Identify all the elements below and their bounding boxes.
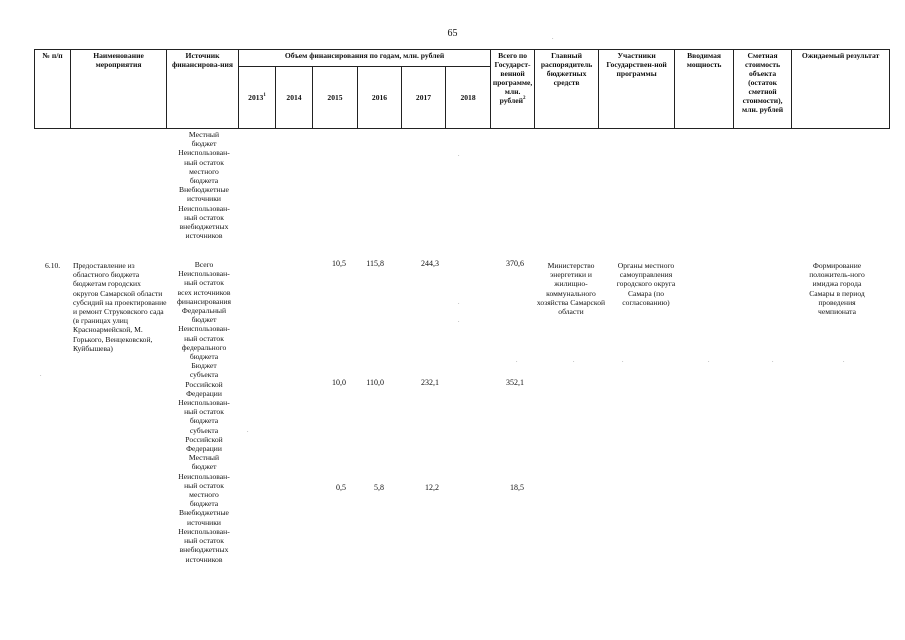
source-line: местного [189,490,219,500]
header-total: Всего по Государст-венной программе, млн. рублей$^2$ [491,50,535,129]
source-line: источники [187,194,221,204]
source-line: Федерации [186,388,222,398]
source-line: ный остаток [184,157,224,167]
source-line: финансирования [177,296,231,306]
page-number: 65 [447,28,458,39]
source-line: источники [187,517,221,527]
total-2015: 10,5 [332,259,346,268]
scan-dot: . [40,372,42,378]
regional-2015: 10,0 [332,378,346,387]
header-participants: Участники Государствен-ной программы [599,50,675,129]
header-name: Наименование мероприятия [71,50,167,129]
source-line: Федерации [186,444,222,454]
regional-2016: 110,0 [366,378,384,387]
source-line: Неиспользован- [178,398,230,408]
source-line: бюджета [189,176,219,186]
source-line: Бюджет [191,361,217,371]
source-line: Российской [185,379,223,389]
source-line: бюджета [189,352,219,362]
header-result: Ожидаемый результат [792,50,890,129]
source-line: источников [185,554,223,564]
regional-2017: 232,1 [421,378,439,387]
row-sources-list [168,260,240,564]
source-line: ный остаток [184,212,224,222]
local-2017: 12,2 [425,483,439,492]
source-line: местного [189,166,219,176]
scan-dot: . [458,300,460,306]
source-line: субъекта [189,370,219,380]
row-manager: Министерство энергетики и жилищно-коммунального хозяйства Самарской области [536,261,606,317]
source-line: внебюджетных [179,545,229,555]
scan-dot: . [843,358,845,364]
row-participants: Органы местного самоуправления городского округа Самара (по согласованию) [616,261,676,307]
top-sources-list [168,130,240,240]
header-num: № п/п [35,50,71,129]
source-line: внебюджетных [179,222,229,232]
header-year-2016: 2016 [358,67,402,129]
source-line: бюджет [191,462,217,472]
header-year-2018: 2018 [446,67,491,129]
scan-dot: . [458,318,460,324]
source-line: бюджет [191,139,217,149]
table-header [34,49,890,129]
header-capacity: Вводимая мощность [675,50,734,129]
regional-total: 352,1 [506,378,524,387]
source-line: Российской [185,434,223,444]
source-line: источников [185,231,223,241]
source-line: ный остаток [184,480,224,490]
total-2016: 115,8 [366,259,384,268]
source-line: бюджет [191,315,217,325]
scan-dot: . [458,152,460,158]
source-line: Внебюджетные [179,185,229,195]
scan-dot: . [708,358,710,364]
source-line: Неиспользован- [178,324,230,334]
local-2015: 0,5 [336,483,346,492]
source-line: ный остаток [184,407,224,417]
source-line: бюджета [189,499,219,509]
source-line: бюджета [189,416,219,426]
row-result: Формирование положитель-ного имиджа города Самары в период проведения чемпионата [809,261,865,317]
source-line: субъекта [189,425,219,435]
source-line: Всего [194,260,214,269]
header-cost: Сметная стоимость объекта (остаток сметной стоимости), млн. рублей [734,50,792,129]
scan-dot: . [772,358,774,364]
scan-dot: . [516,358,518,364]
scan-dot: . [573,358,575,364]
scan-dot: . [622,358,624,364]
local-2016: 5,8 [374,483,384,492]
source-line: Местный [188,453,220,463]
source-line: Неиспользован- [178,526,230,536]
source-line: Неиспользован- [178,148,230,158]
row-name: Предоставление из областного бюджета бюджетам городских округов Самарской области субсидий на проектирование и ремонт Струковского сада (в границах улиц Красноармейской, М. Горького, Венцековской, Куйбышева) [73,261,167,353]
header-funding: Объем финансирования по годам, млн. рублей [239,50,491,67]
source-line: ный остаток [184,333,224,343]
header-year-2014: 2014 [276,67,313,129]
header-year-2017: 2017 [402,67,446,129]
source-line: Неиспользован- [178,269,230,279]
header-year-2013: 2013$^1$ [239,67,276,129]
local-total: 18,5 [510,483,524,492]
source-line: Местный [188,130,220,139]
row-number: 6.10. [45,261,61,270]
source-line: ный остаток [184,536,224,546]
header-source: Источник финансирова-ния [167,50,239,129]
source-line: всех источников [177,287,231,297]
source-line: Неиспользован- [178,203,230,213]
source-line: Федеральный [181,306,227,316]
header-year-2015: 2015 [313,67,358,129]
header-manager: Главный распорядитель бюджетных средств [535,50,599,129]
scan-dot: . [247,428,249,434]
source-line: ный остаток [184,278,224,288]
total-2017: 244,3 [421,259,439,268]
source-line: Внебюджетные [179,508,229,518]
source-line: Неиспользован- [178,471,230,481]
total-all: 370,6 [506,259,524,268]
scan-dot: . [552,35,554,41]
source-line: федерального [181,342,227,352]
